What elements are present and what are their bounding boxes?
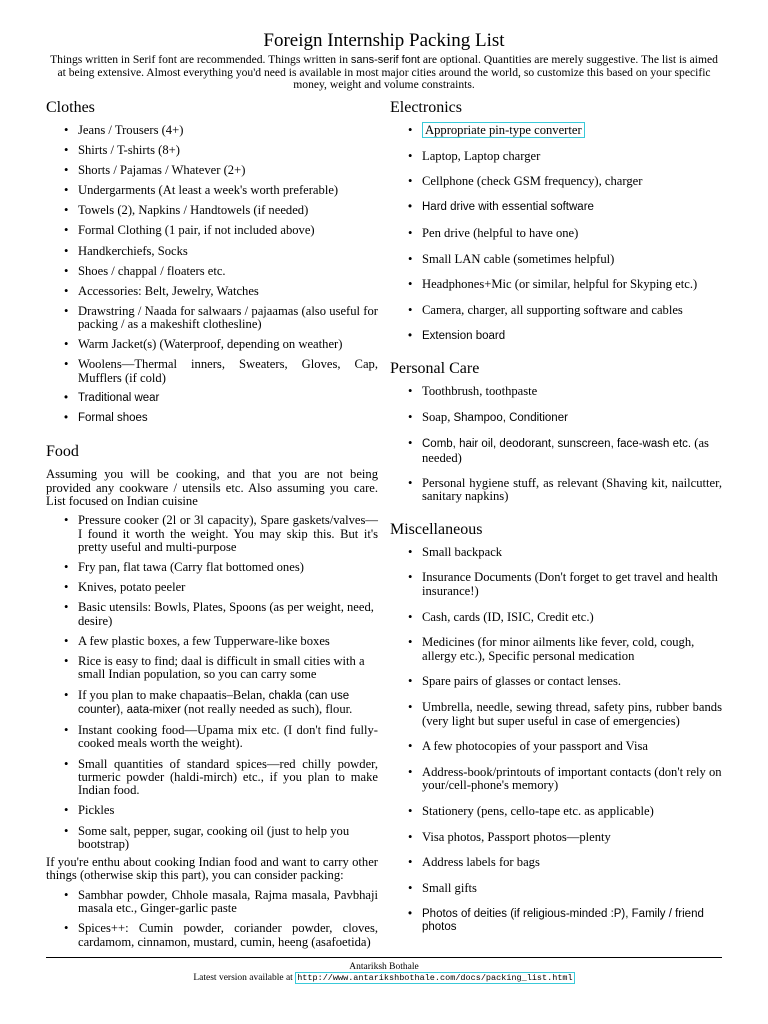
list-item: • Basic utensils: Bowls, Plates, Spoons (as per weight, need, desire) — [46, 601, 378, 628]
left-column — [46, 98, 378, 956]
miscellaneous-list — [390, 546, 722, 935]
list-item: • Small gifts — [390, 882, 722, 895]
list-item: • Fry pan, flat tawa (Carry flat bottomed ones) — [46, 561, 378, 574]
chapati-text-2: (not really needed as such), flour. — [180, 701, 353, 716]
food-heading: Food — [46, 443, 79, 461]
list-item — [46, 689, 378, 718]
personal-care-list — [390, 385, 722, 503]
list-item: • Cellphone (check GSM frequency), charger — [390, 175, 722, 188]
list-item: • Handkerchiefs, Socks — [46, 245, 378, 258]
footer-author: Antariksh Bothale — [349, 962, 419, 972]
list-item: • Pen drive (helpful to have one) — [390, 227, 722, 240]
chapati-sans-text: chakla (can use counter), aata-mixer — [78, 689, 350, 716]
list-item — [390, 437, 722, 465]
list-item: • Medicines (for minor ailments like fever, cold, cough, allergy etc.), Specific personal medication — [390, 636, 722, 663]
footer — [0, 962, 768, 984]
list-item: • Undergarments (At least a week's worth preferable) — [46, 184, 378, 197]
list-item: • Small backpack — [390, 546, 722, 559]
list-item — [390, 411, 722, 425]
soap-text: Soap, — [422, 409, 454, 424]
list-item: • Camera, charger, all supporting software and cables — [390, 304, 722, 317]
list-item: • Spare pairs of glasses or contact lenses. — [390, 675, 722, 688]
page-title: Foreign Internship Packing List — [263, 30, 505, 51]
electronics-heading: Electronics — [390, 99, 462, 116]
list-item: • Woolens—Thermal inners, Sweaters, Gloves, Cap, Mufflers (if cold) — [46, 358, 378, 385]
list-item: • Shorts / Pajamas / Whatever (2+) — [46, 164, 378, 177]
comb-text: Comb, hair oil, deodorant, sunscreen, face-wash etc. — [422, 438, 692, 451]
list-item: • Stationery (pens, cello-tape etc. as applicable) — [390, 805, 722, 818]
list-item: • A few plastic boxes, a few Tupperware-like boxes — [46, 635, 378, 648]
list-item: • Formal shoes — [46, 412, 378, 425]
list-item: • Accessories: Belt, Jewelry, Watches — [46, 285, 378, 298]
list-item: • Knives, potato peeler — [46, 581, 378, 594]
list-item: • Small LAN cable (sometimes helpful) — [390, 253, 722, 266]
pin-converter-link[interactable]: Appropriate pin-type converter — [422, 122, 585, 138]
list-item: • Traditional wear — [46, 392, 378, 405]
intro-text-1: Things written in Serif font are recommended. Things written in — [50, 53, 351, 66]
food-list — [46, 514, 378, 851]
list-item: • Jeans / Trousers (4+) — [46, 124, 378, 137]
footer-divider — [46, 957, 722, 958]
list-item: • Shirts / T-shirts (8+) — [46, 144, 378, 157]
list-item: • Sambhar powder, Chhole masala, Rajma masala, Pavbhaji masala etc., Ginger-garlic paste — [46, 889, 378, 916]
list-item: • Extension board — [390, 330, 722, 343]
list-item: • Drawstring / Naada for salwaars / pajaamas (also useful for packing / as a makeshift clothesline) — [46, 305, 378, 332]
electronics-list — [390, 124, 722, 343]
list-item: • Spices++: Cumin powder, coriander powder, cloves, cardamom, cinnamon, mustard, cumin, heeng (asafoetida) — [46, 922, 378, 949]
list-item: • Address labels for bags — [390, 856, 722, 869]
list-item: • Warm Jacket(s) (Waterproof, depending on weather) — [46, 338, 378, 351]
list-item: • Instant cooking food—Upama mix etc. (I don't find fully-cooked meals worth the weight). — [46, 724, 378, 751]
list-item: • Towels (2), Napkins / Handtowels (if needed) — [46, 204, 378, 217]
list-item: • Some salt, pepper, sugar, cooking oil (just to help you bootstrap) — [46, 825, 378, 852]
list-item: • A few photocopies of your passport and Visa — [390, 740, 722, 753]
list-item: • Laptop, Laptop charger — [390, 150, 722, 163]
list-item: • Cash, cards (ID, ISIC, Credit etc.) — [390, 611, 722, 624]
list-item: • Address-book/printouts of important contacts (don't rely on your/cell-phone's memory) — [390, 766, 722, 793]
intro-text-2: are optional. Quantities are merely suggestive. The list is aimed at being extensive. Almost everything you'd need is available in most major cities around the world, so customize this based on your specific money, weight and volume constraints. — [57, 53, 718, 91]
chapati-text-1: If you plan to make chapaatis–Belan, — [78, 687, 269, 702]
list-item: • Toothbrush, toothpaste — [390, 385, 722, 398]
intro-paragraph — [46, 54, 722, 92]
list-item: • Personal hygiene stuff, as relevant (Shaving kit, nailcutter, sanitary napkins) — [390, 477, 722, 504]
list-item: • Shoes / chappal / floaters etc. — [46, 265, 378, 278]
list-item: • Visa photos, Passport photos—plenty — [390, 831, 722, 844]
list-item: • Headphones+Mic (or similar, helpful for Skyping etc.) — [390, 278, 722, 291]
food-extra-intro: If you're enthu about cooking Indian food and want to carry other things (otherwise skip this part), you can consider packing: — [46, 855, 378, 883]
footer-url-link[interactable]: http://www.antarikshbothale.com/docs/packing_list.html — [297, 973, 573, 983]
shampoo-text: Shampoo, Conditioner — [453, 411, 568, 424]
footer-prefix: Latest version available at — [193, 973, 296, 983]
food-intro: Assuming you will be cooking, and that you are not being provided any cookware / utensils etc. Also assuming you care. List focused on Indian cuisine — [46, 467, 378, 508]
list-item: • Small quantities of standard spices—red chilly powder, turmeric powder (haldi-mirch) etc., if you plan to make Indian food. — [46, 758, 378, 798]
footer-version-line — [0, 973, 768, 984]
clothes-heading: Clothes — [46, 99, 95, 116]
list-item — [390, 124, 722, 137]
list-item: • Insurance Documents (Don't forget to get travel and health insurance!) — [390, 571, 722, 598]
food-extra-list — [46, 889, 378, 949]
list-item: • Photos of deities (if religious-minded :P), Family / friend photos — [390, 908, 722, 935]
list-item: • Umbrella, needle, sewing thread, safety pins, rubber bands (very light but super useful in case of emergencies) — [390, 701, 722, 728]
list-item: • Pressure cooker (2l or 3l capacity), Spare gaskets/valves—I found it worth the weight. You may skip this. But it's pretty useful and multi-purpose — [46, 514, 378, 554]
list-item: • Formal Clothing (1 pair, if not included above) — [46, 224, 378, 237]
list-item: • Rice is easy to find; daal is difficult in small cities with a small Indian population, so you can carry some — [46, 655, 378, 682]
clothes-list — [46, 124, 378, 425]
list-item: • Hard drive with essential software — [390, 201, 722, 214]
right-column — [390, 98, 722, 947]
as-needed-text: (as needed) — [422, 436, 709, 465]
intro-sans-sample: sans-serif font — [350, 54, 420, 66]
personal-care-heading: Personal Care — [390, 360, 480, 378]
miscellaneous-heading: Miscellaneous — [390, 520, 483, 538]
list-item: • Pickles — [46, 804, 378, 817]
